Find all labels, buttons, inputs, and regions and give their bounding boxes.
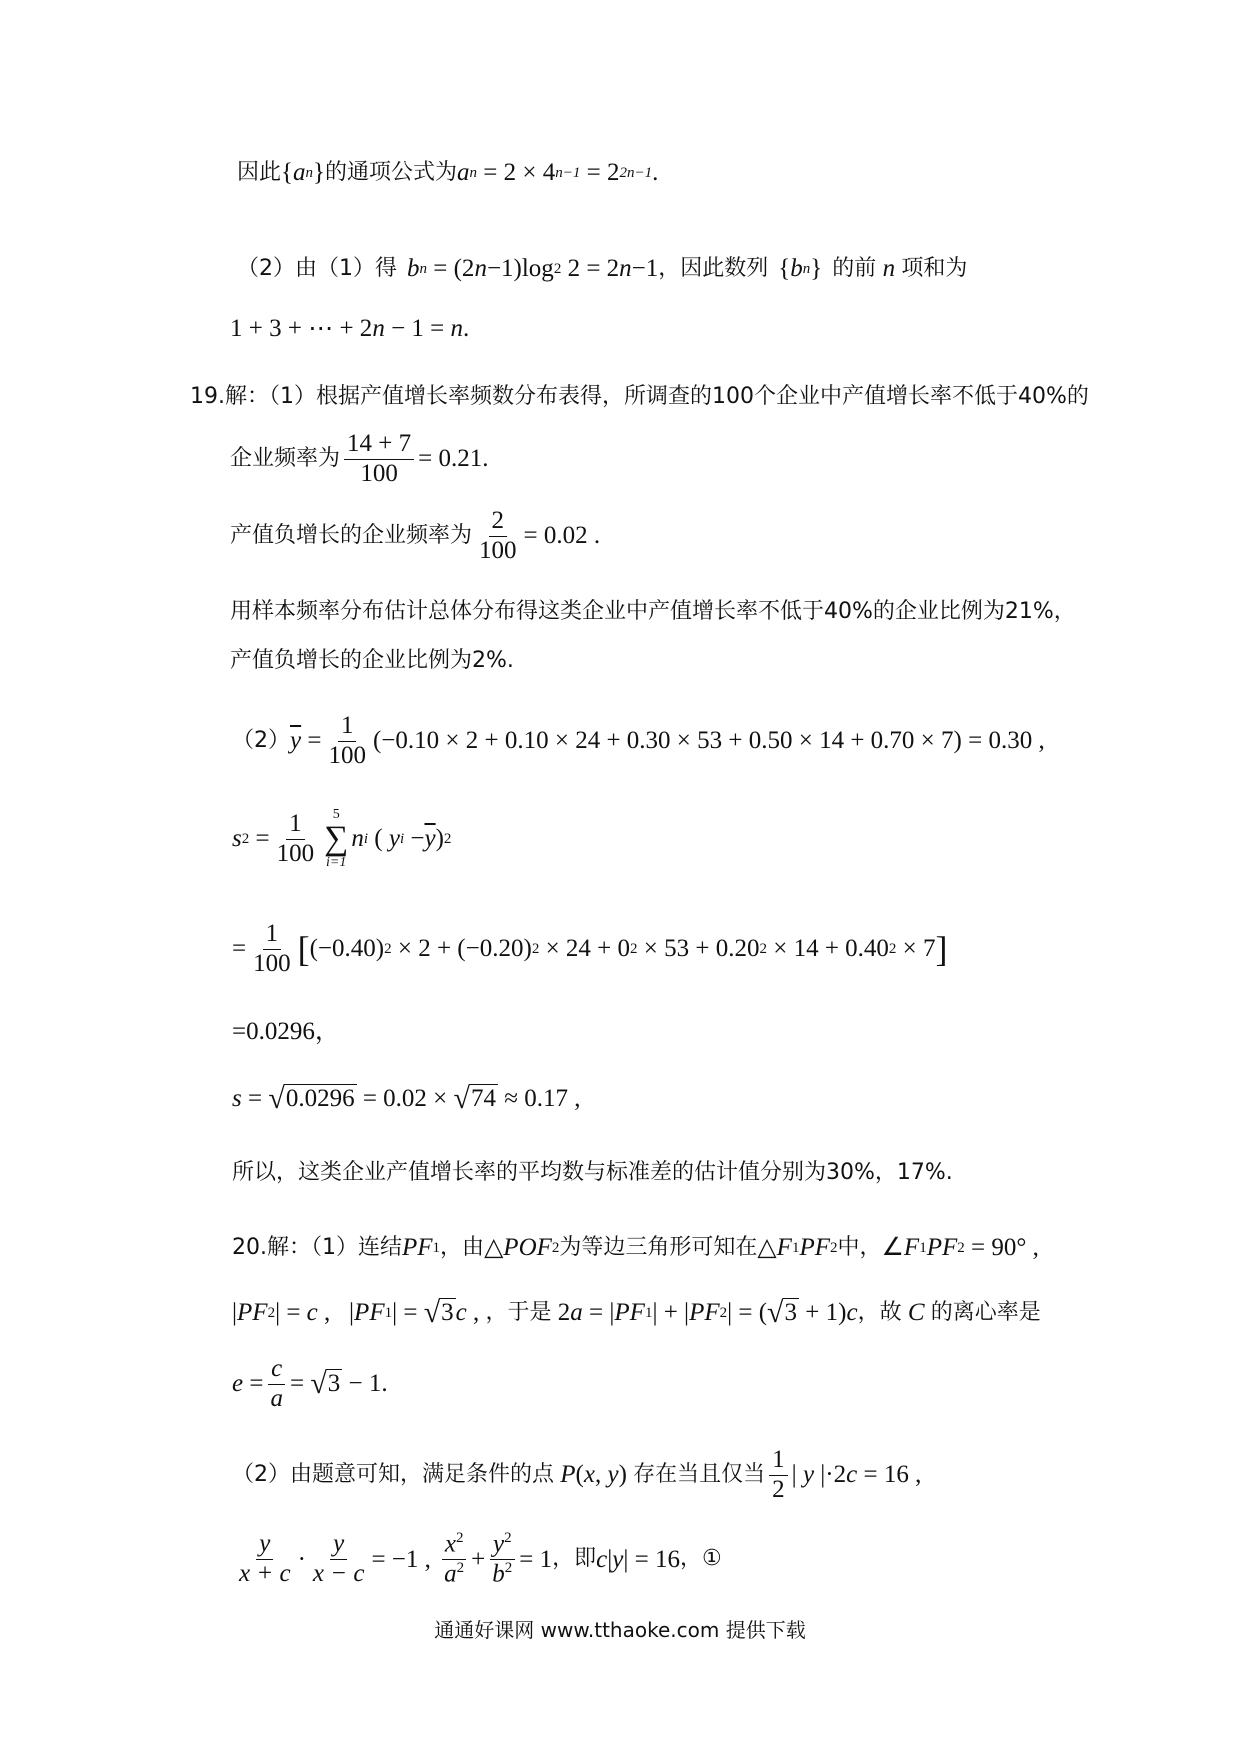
std-formula: s = √ 0.0296 = 0.02 × √ 74 ≈ 0.17 , [232, 1082, 581, 1115]
text-span: 产值负增长的企业频率为 [230, 523, 473, 549]
text-span: 中， [837, 1234, 882, 1260]
footer-credit: 通通好课网 www.tthaoke.com 提供下载 [434, 1618, 806, 1642]
text-span: 的离心率是 [930, 1299, 1041, 1325]
eccentricity-formula: e = $\frac{c}{a}$ = √ 3 − 1. [232, 1355, 388, 1412]
variance-result [232, 1017, 340, 1047]
formula-line-an: 因此 { a n } 的通项公式为 a n = 2 × 4 n−1 = 2 2n−1 . [237, 159, 659, 186]
estimate-line-1 [230, 599, 1076, 625]
text-span: 为等边三角形可知在 [559, 1234, 758, 1260]
estimate-line-2 [230, 648, 514, 674]
text-span: （2）由（1）得 [237, 255, 397, 281]
text-span: ，于是 [485, 1299, 552, 1325]
mean-formula: （2） $\overline{y}$ = $\frac{1}{100}$ (−0.10 × 2 + 0.10 × 24 + 0.30 × 53 + 0.50 × 14 + 0.70 × 7) = 0.30 , [232, 712, 1045, 769]
text-span: 项和为 [901, 255, 968, 281]
text-span: 19.解：（1）根据产值增长率频数分布表得，所调查的100个企业中产值增长率不低于40%的 [190, 384, 1089, 409]
text-span: 用样本频率分布估计总体分布得这类企业中产值增长率不低于40%的企业比例为21%， [230, 599, 1076, 624]
question-20-heading: 20.解：（1）连结 PF 1 ，由 △ POF 2 为等边三角形可知在 △ F 1 PF 2 中， ∠ F 1 PF 2 = 90° , [232, 1234, 1039, 1261]
text-span: 20.解：（1）连结 [232, 1234, 402, 1260]
text-span: 的前 [832, 255, 877, 281]
text-span: ，① [679, 1546, 722, 1572]
q20-part-2: （2）由题意可知，满足条件的点 P ( x , y ) 存在当且仅当 $\frac{1}{2}$ | y |·2 c = 16 , [232, 1446, 922, 1503]
q20-line-2: | PF 2 | = c , | PF 1 | = √ 3 c , ，于是 2 a = | PF 1 | + | PF 2 | = ( √ 3 + 1) c ，故 C 的离心率是 [232, 1296, 1041, 1329]
formula-line-bn: （2）由（1）得 b n = (2 n −1)log 2 2 = 2 n −1 ，因此数列 { b n } 的前 n 项和为 [237, 255, 968, 282]
variance-definition: s 2 = $\frac{1}{100}$ 5 ∑ i=1 n i ( y i − $\overline{y}$ ) 2 [232, 807, 452, 870]
text-span: ，故 [857, 1299, 902, 1325]
text-span: =0.0296， [232, 1018, 340, 1045]
q20-conditions: $\frac{y}{x + c}$ · $\frac{y}{x - c}$ = −1 , $\frac{x^2}{a^2}$ + $\frac{y^2}{b^2}$ = 1 ，即 c | y | = 16 ，① [239, 1530, 722, 1588]
frequency-line-2: 产值负增长的企业频率为 $\frac{2}{100}$ = 0.02 . [230, 507, 601, 564]
text-span: ，由 [440, 1234, 485, 1260]
text-span: 存在当且仅当 [633, 1462, 766, 1488]
text-span: 企业频率为 [230, 446, 341, 472]
formula-sum-line: 1 + 3 + ⋯ + 2 n − 1 = n . [230, 315, 470, 342]
text-span: ，即 [552, 1546, 597, 1572]
text-span: 所以，这类企业产值增长率的平均数与标准差的估计值分别为30%，17%. [232, 1160, 953, 1185]
frequency-line-1: 企业频率为 $\frac{14 + 7}{100}$ = 0.21. [230, 430, 489, 487]
text-span: 产值负增长的企业比例为2%. [230, 648, 514, 673]
question-19-heading [190, 384, 1089, 410]
text-span: 的通项公式为 [325, 159, 458, 185]
text-span: ，因此数列 [658, 255, 769, 281]
variance-calculation: = $\frac{1}{100}$ [ (−0.40) 2 × 2 + (−0.20) 2 × 24 + 0 2 × 53 + 0.20 2 × 14 + 0.40 2 × 7 ] [232, 920, 948, 977]
text-span: 因此 [237, 159, 282, 185]
text-span: （2）由题意可知，满足条件的点 [232, 1462, 554, 1488]
text-span: （2） [232, 728, 290, 754]
conclusion-19 [232, 1160, 953, 1186]
